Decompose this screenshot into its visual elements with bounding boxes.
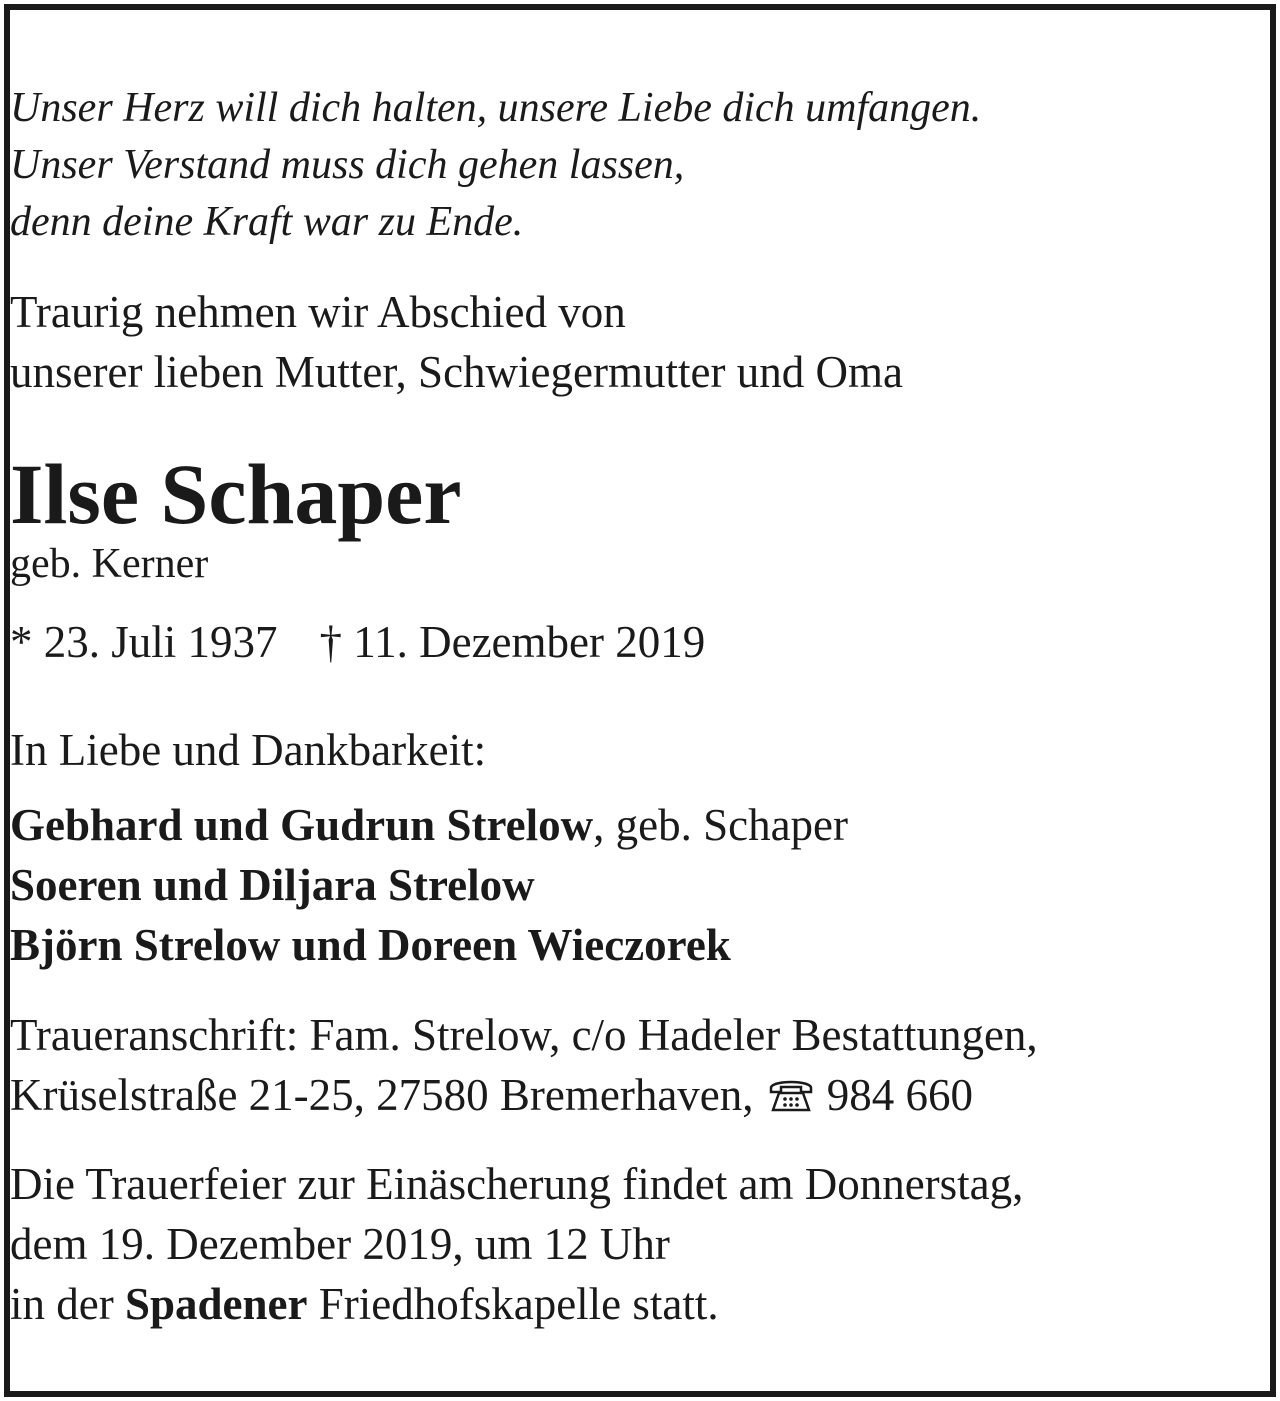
deceased-name: Ilse Schaper	[10, 446, 462, 542]
family-row-2-names: Soeren und Diljara Strelow	[10, 860, 535, 910]
ceremony-line-3-prefix: in der	[10, 1279, 125, 1329]
ceremony-line-3	[10, 1274, 1270, 1334]
telephone-icon	[765, 1069, 817, 1109]
intro-text	[10, 282, 1270, 402]
obituary-frame	[4, 4, 1276, 1397]
verse-line-3: denn deine Kraft war zu Ende.	[10, 199, 524, 245]
family-row-1-names: Gebhard und Gudrun Strelow	[10, 800, 594, 850]
life-dates	[10, 612, 1270, 672]
address-street: Krüselstraße 21-25, 27580 Bremerhaven,	[10, 1070, 765, 1120]
verse	[10, 80, 1270, 251]
verse-line-2: Unser Verstand muss dich gehen lassen,	[10, 142, 685, 188]
birth-date: * 23. Juli 1937	[10, 617, 278, 667]
ceremony-line-2: dem 19. Dezember 2019, um 12 Uhr	[10, 1219, 670, 1269]
address-line-2	[10, 1065, 1270, 1125]
ceremony-info	[10, 1154, 1270, 1334]
intro-line-1: Traurig nehmen wir Abschied von	[10, 287, 626, 337]
family-row-3-names: Björn Strelow und Doreen Wieczorek	[10, 920, 731, 970]
chapel-location: Spadener	[124, 1279, 308, 1329]
intro-line-2: unserer lieben Mutter, Schwiegermutter und Oma	[10, 347, 903, 397]
thanks-line: In Liebe und Dankbarkeit:	[10, 725, 487, 775]
maiden-name: geb. Kerner	[10, 541, 209, 587]
family-row-1	[10, 795, 1270, 855]
family-row-2	[10, 855, 1270, 915]
death-date: † 11. Dezember 2019	[319, 617, 706, 667]
ceremony-line-1: Die Trauerfeier zur Einäscherung findet am Donnerstag,	[10, 1159, 1024, 1209]
mourning-address	[10, 1005, 1270, 1125]
family-row-3	[10, 915, 1270, 975]
address-line-1: Traueranschrift: Fam. Strelow, c/o Hadeler Bestattungen,	[10, 1010, 1038, 1060]
family-list	[10, 795, 1270, 975]
ceremony-line-3-suffix: Friedhofskapelle statt.	[307, 1279, 719, 1329]
verse-line-1: Unser Herz will dich halten, unsere Liebe dich umfangen.	[10, 85, 982, 131]
phone-number: 984 660	[826, 1070, 974, 1120]
family-row-1-suffix: , geb. Schaper	[593, 800, 848, 850]
